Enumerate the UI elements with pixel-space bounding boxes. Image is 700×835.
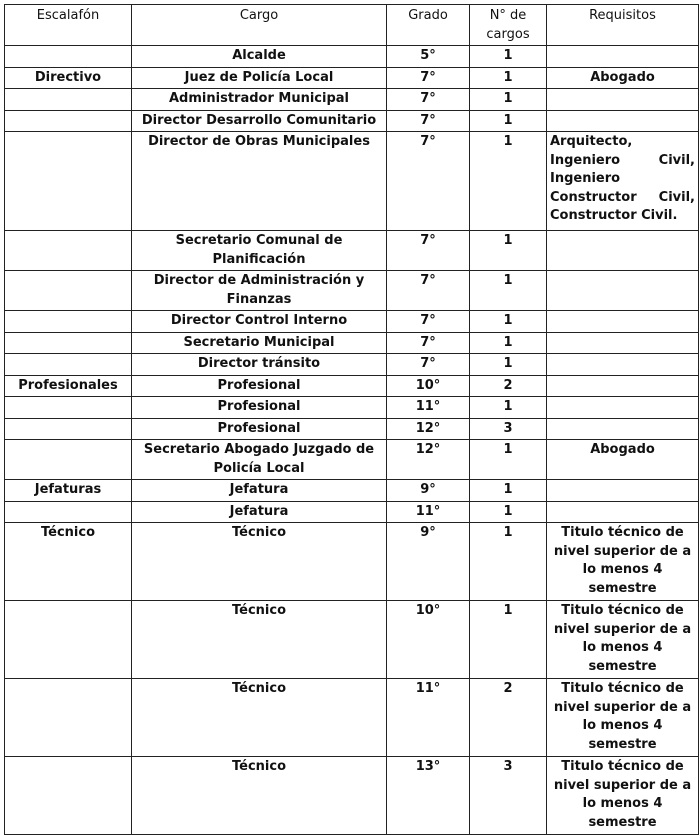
table-row	[5, 110, 699, 132]
cargo-cell: Juez de Policía Local	[132, 67, 387, 89]
n-cargos-cell: 1	[470, 332, 547, 354]
cargo-cell: Jefatura	[132, 480, 387, 502]
table-row	[5, 601, 699, 679]
grado-cell: 7°	[387, 89, 470, 111]
grado-cell: 12°	[387, 418, 470, 440]
table-row	[5, 332, 699, 354]
grado-cell: 11°	[387, 397, 470, 419]
escalafon-cell	[5, 332, 132, 354]
grado-cell: 5°	[387, 46, 470, 68]
table-row	[5, 46, 699, 68]
n-cargos-cell: 1	[470, 231, 547, 271]
cargo-cell: Alcalde	[132, 46, 387, 68]
cargo-cell: Técnico	[132, 523, 387, 601]
header-grado: Grado	[387, 5, 470, 46]
n-cargos-cell: 1	[470, 397, 547, 419]
requisitos-cell: Titulo técnico de nivel superior de a lo menos 4 semestre	[547, 601, 699, 679]
grado-cell: 10°	[387, 375, 470, 397]
table-row	[5, 89, 699, 111]
escalafon-cell	[5, 501, 132, 523]
cargo-cell: Profesional	[132, 397, 387, 419]
table-row	[5, 679, 699, 757]
requisitos-cell	[547, 354, 699, 376]
header-escalafon: Escalafón	[5, 5, 132, 46]
n-cargos-cell: 1	[470, 523, 547, 601]
cargo-cell: Jefatura	[132, 501, 387, 523]
requisitos-cell: Titulo técnico de nivel superior de a lo menos 4 semestre	[547, 523, 699, 601]
cargo-cell: Secretario Comunal de Planificación	[132, 231, 387, 271]
grado-cell: 11°	[387, 501, 470, 523]
header-requisitos: Requisitos	[547, 5, 699, 46]
cargo-cell: Profesional	[132, 375, 387, 397]
table-row	[5, 231, 699, 271]
cargo-cell: Secretario Municipal	[132, 332, 387, 354]
grado-cell: 7°	[387, 332, 470, 354]
n-cargos-cell: 1	[470, 480, 547, 502]
cargo-cell: Director Desarrollo Comunitario	[132, 110, 387, 132]
escalafon-cell	[5, 46, 132, 68]
table-row	[5, 375, 699, 397]
escalafon-cell	[5, 231, 132, 271]
table-row	[5, 418, 699, 440]
escalafon-cell	[5, 271, 132, 311]
requisitos-cell	[547, 271, 699, 311]
cargo-cell: Profesional	[132, 418, 387, 440]
cargo-cell: Técnico	[132, 757, 387, 835]
requisitos-cell	[547, 480, 699, 502]
header-cargo: Cargo	[132, 5, 387, 46]
cargo-cell: Director Control Interno	[132, 311, 387, 333]
escalafon-cell	[5, 110, 132, 132]
grado-cell: 7°	[387, 271, 470, 311]
requisitos-cell	[547, 231, 699, 271]
requisitos-cell: Arquitecto, Ingeniero Civil, Ingeniero Constructor Civil, Constructor Civil.	[547, 132, 699, 231]
table-row	[5, 397, 699, 419]
grado-cell: 9°	[387, 480, 470, 502]
requisitos-cell	[547, 501, 699, 523]
cargo-cell: Secretario Abogado Juzgado de Policía Local	[132, 440, 387, 480]
table-row	[5, 480, 699, 502]
requisitos-cell	[547, 332, 699, 354]
escalafon-cell: Directivo	[5, 67, 132, 89]
grado-cell: 7°	[387, 311, 470, 333]
escalafon-cell	[5, 397, 132, 419]
grado-cell: 11°	[387, 679, 470, 757]
escalafon-cell	[5, 311, 132, 333]
table-row	[5, 271, 699, 311]
table-row	[5, 311, 699, 333]
header-row	[5, 5, 699, 46]
table-row	[5, 501, 699, 523]
n-cargos-cell: 1	[470, 110, 547, 132]
requisitos-cell	[547, 46, 699, 68]
grado-cell: 9°	[387, 523, 470, 601]
escalafon-cell: Técnico	[5, 523, 132, 601]
n-cargos-cell: 3	[470, 418, 547, 440]
grado-cell: 10°	[387, 601, 470, 679]
cargo-cell: Director de Administración y Finanzas	[132, 271, 387, 311]
escalafon-cell	[5, 89, 132, 111]
n-cargos-cell: 1	[470, 440, 547, 480]
requisitos-cell: Titulo técnico de nivel superior de a lo menos 4 semestre	[547, 757, 699, 835]
escalafon-cell	[5, 132, 132, 231]
grado-cell: 7°	[387, 67, 470, 89]
n-cargos-cell: 1	[470, 46, 547, 68]
escalafon-cell: Profesionales	[5, 375, 132, 397]
table-row	[5, 440, 699, 480]
n-cargos-cell: 1	[470, 501, 547, 523]
n-cargos-cell: 2	[470, 375, 547, 397]
cargo-cell: Técnico	[132, 679, 387, 757]
grado-cell: 12°	[387, 440, 470, 480]
requisitos-cell	[547, 418, 699, 440]
table-row	[5, 354, 699, 376]
cargo-cell: Técnico	[132, 601, 387, 679]
n-cargos-cell: 1	[470, 271, 547, 311]
n-cargos-cell: 1	[470, 354, 547, 376]
requisitos-cell	[547, 397, 699, 419]
requisitos-cell	[547, 375, 699, 397]
table-row	[5, 523, 699, 601]
grado-cell: 7°	[387, 110, 470, 132]
escalafon-cell	[5, 418, 132, 440]
escalafon-cell: Jefaturas	[5, 480, 132, 502]
escalafon-cell	[5, 757, 132, 835]
requisitos-cell	[547, 89, 699, 111]
requisitos-cell: Abogado	[547, 440, 699, 480]
table-row	[5, 67, 699, 89]
escalafon-cell	[5, 679, 132, 757]
n-cargos-cell: 2	[470, 679, 547, 757]
table-row	[5, 132, 699, 231]
grado-cell: 7°	[387, 132, 470, 231]
n-cargos-cell: 1	[470, 132, 547, 231]
requisitos-cell	[547, 311, 699, 333]
grado-cell: 7°	[387, 354, 470, 376]
requisitos-cell: Titulo técnico de nivel superior de a lo menos 4 semestre	[547, 679, 699, 757]
n-cargos-cell: 1	[470, 311, 547, 333]
n-cargos-cell: 1	[470, 89, 547, 111]
cargos-table	[4, 4, 699, 835]
escalafon-cell	[5, 601, 132, 679]
cargo-cell: Director tránsito	[132, 354, 387, 376]
escalafon-cell	[5, 440, 132, 480]
escalafon-cell	[5, 354, 132, 376]
header-n-cargos: N° de cargos	[470, 5, 547, 46]
cargo-cell: Administrador Municipal	[132, 89, 387, 111]
requisitos-cell: Abogado	[547, 67, 699, 89]
table-row	[5, 757, 699, 835]
grado-cell: 13°	[387, 757, 470, 835]
n-cargos-cell: 1	[470, 67, 547, 89]
n-cargos-cell: 3	[470, 757, 547, 835]
cargo-cell: Director de Obras Municipales	[132, 132, 387, 231]
grado-cell: 7°	[387, 231, 470, 271]
n-cargos-cell: 1	[470, 601, 547, 679]
requisitos-cell	[547, 110, 699, 132]
